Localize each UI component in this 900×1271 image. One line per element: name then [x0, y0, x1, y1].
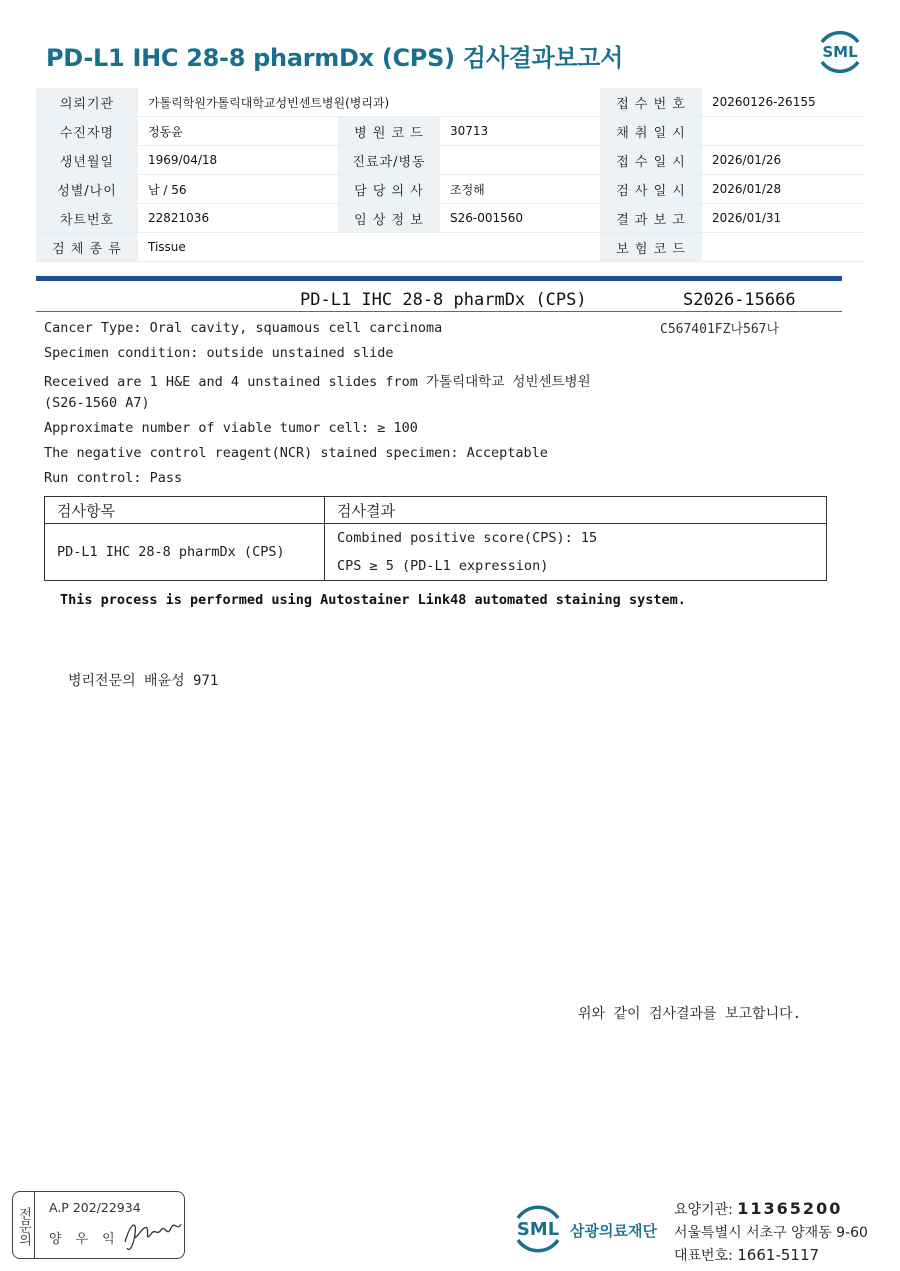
doctor-label: 담 당 의 사 [338, 175, 440, 204]
report-date-value: 2026/01/31 [702, 204, 864, 233]
phone [674, 1245, 819, 1265]
section-divider-thick [36, 276, 842, 281]
signature-icon [121, 1212, 183, 1252]
clinical-value: S26-001560 [440, 204, 600, 233]
result-cps-score: Combined positive score(CPS): 15 [337, 530, 598, 546]
facility-code [674, 1199, 842, 1219]
col-item-header: 검사항목 [45, 497, 325, 524]
stamp-name: 양우익 [49, 1232, 129, 1247]
report-code: S2026-15666 [683, 290, 796, 310]
doctor-value: 조정해 [440, 175, 600, 204]
sex-age-value: 남 / 56 [138, 175, 338, 204]
institution-value: 가톨릭학원가톨릭대학교성빈센트병원(병리과) [138, 88, 600, 117]
report-line: Run control: Pass [44, 470, 183, 486]
info-row-sex-age [36, 175, 864, 204]
insurance-label: 보 험 코 드 [600, 233, 702, 262]
report-line: Cancer Type: Oral cavity, squamous cell carcinoma [44, 320, 443, 336]
stamp-ap-number: A.P 202/22934 [49, 1200, 141, 1215]
info-row-specimen [36, 233, 864, 262]
report-line: The negative control reagent(NCR) stained specimen: Acceptable [44, 445, 548, 461]
specimen-label: 검 체 종 류 [36, 233, 138, 262]
test-date-value: 2026/01/28 [702, 175, 864, 204]
address: 서울특별시 서초구 양재동 9-60 [674, 1225, 868, 1241]
foundation-name: 삼광의료재단 [570, 1222, 657, 1240]
report-title: PD-L1 IHC 28-8 pharmDx (CPS) 검사결과보고서 [46, 44, 623, 72]
slide-code: C567401FZ나567나 [660, 322, 780, 337]
report-line: Specimen condition: outside unstained slide [44, 345, 394, 361]
dept-value [440, 146, 600, 175]
info-row-patient [36, 117, 864, 146]
sml-logo-icon [812, 28, 868, 76]
result-cps-expression: CPS ≥ 5 (PD-L1 expression) [337, 558, 549, 574]
result-header-row [45, 497, 827, 524]
specimen-value: Tissue [138, 233, 600, 262]
insurance-value [702, 233, 864, 262]
collect-date-label: 채 취 일 시 [600, 117, 702, 146]
receipt-no-label: 접 수 번 호 [600, 88, 702, 117]
patient-value: 정동윤 [138, 117, 338, 146]
sml-logo-text: SML [822, 43, 858, 61]
result-table [44, 496, 827, 581]
dept-label: 진료과/병동 [338, 146, 440, 175]
col-result-header: 검사결과 [325, 497, 827, 524]
result-cell [325, 524, 827, 581]
phone-label: 대표번호: [674, 1248, 738, 1264]
report-date-label: 결 과 보 고 [600, 204, 702, 233]
info-row-dob [36, 146, 864, 175]
institution-label: 의뢰기관 [36, 88, 138, 117]
report-line: Received are 1 H&E and 4 unstained slides from 가톨릭대학교 성빈센트병원 [44, 374, 591, 390]
patient-info-table [36, 88, 864, 262]
info-row-institution [36, 88, 864, 117]
receipt-no-value: 20260126-26155 [702, 88, 864, 117]
receipt-date-value: 2026/01/26 [702, 146, 864, 175]
hospital-code-label: 병 원 코 드 [338, 117, 440, 146]
sml-footer-logo-text: SML [516, 1219, 560, 1240]
result-item: PD-L1 IHC 28-8 pharmDx (CPS) [45, 524, 325, 581]
report-line: (S26-1560 A7) [44, 395, 150, 411]
info-row-chart [36, 204, 864, 233]
chart-no-value: 22821036 [138, 204, 338, 233]
report-line: Approximate number of viable tumor cell: ≥ 100 [44, 420, 418, 436]
receipt-date-label: 접 수 일 시 [600, 146, 702, 175]
test-date-label: 검 사 일 시 [600, 175, 702, 204]
phone-value: 1661-5117 [737, 1246, 820, 1264]
section-divider-thin [36, 311, 842, 312]
process-note: This process is performed using Autostainer Link48 automated staining system. [60, 592, 686, 608]
facility-code-value: 11365200 [737, 1199, 843, 1218]
stamp-side-label: 전문의 [13, 1192, 35, 1258]
chart-no-label: 차트번호 [36, 204, 138, 233]
patient-label: 수진자명 [36, 117, 138, 146]
clinical-label: 임 상 정 보 [338, 204, 440, 233]
dob-label: 생년월일 [36, 146, 138, 175]
result-row [45, 524, 827, 581]
specialist-stamp [12, 1191, 185, 1259]
hospital-code-value: 30713 [440, 117, 600, 146]
facility-code-label: 요양기관: [674, 1202, 738, 1218]
report-test-name: PD-L1 IHC 28-8 pharmDx (CPS) [300, 290, 587, 310]
dob-value: 1969/04/18 [138, 146, 338, 175]
sml-footer-logo-icon [508, 1198, 568, 1258]
closing-statement: 위와 같이 검사결과를 보고합니다. [578, 1006, 802, 1022]
collect-date-value [702, 117, 864, 146]
pathologist: 병리전문의 배윤성 971 [68, 673, 219, 689]
sex-age-label: 성별/나이 [36, 175, 138, 204]
